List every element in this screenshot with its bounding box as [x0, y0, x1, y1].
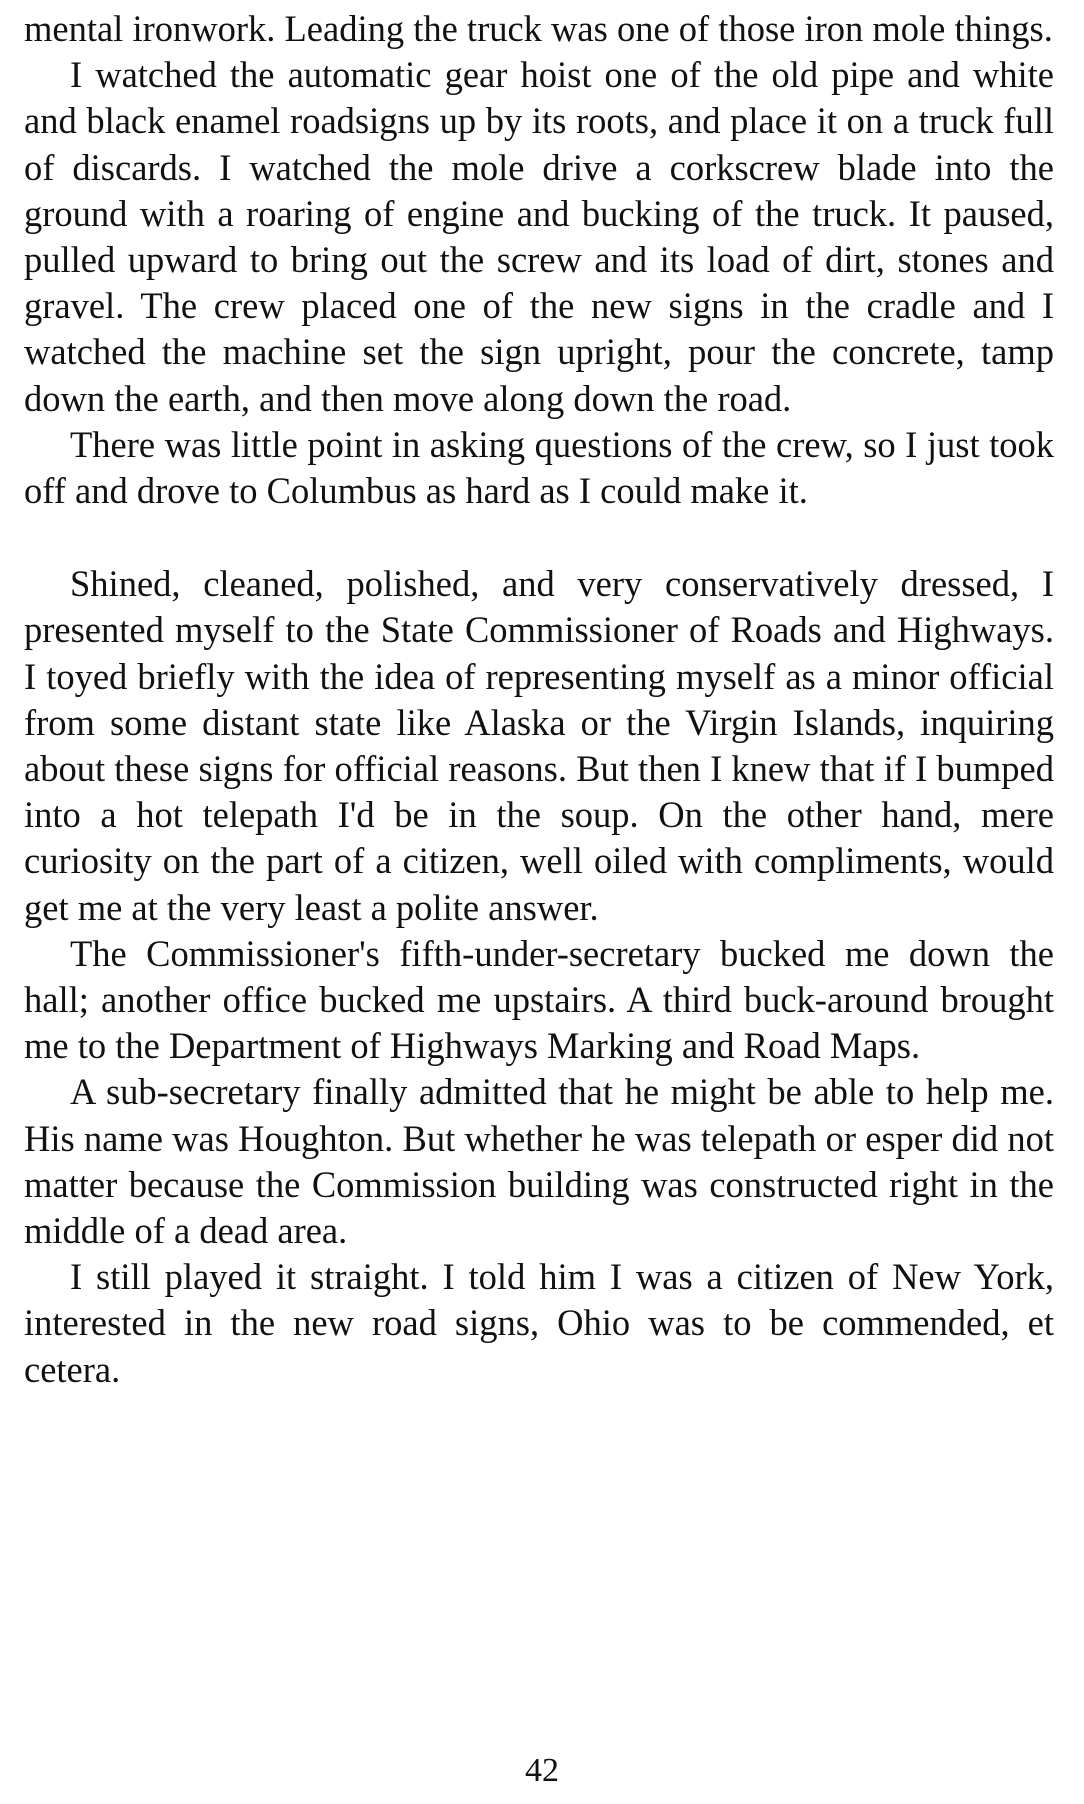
- section-break: [24, 514, 1054, 561]
- page-number: 42: [525, 1752, 559, 1789]
- paragraph: I still played it straight. I told him I was a citizen of New York, interested in the new road signs, Ohio was to be commended, et cetera.: [24, 1256, 1054, 1390]
- paragraph: The Commissioner's fifth-under-secretary bucked me down the hall; another office bucked me upstairs. A third buck-around brought me to the Department of Highways Marking and Road Maps.: [24, 932, 1054, 1067]
- book-page: [24, 6, 1054, 1393]
- paragraph: A sub-secretary finally admitted that he might be able to help me. His name was Houghton. But whether he was telepath or esper did not matter because the Commission building was constructed right in the middle of a dead area.: [24, 1071, 1054, 1252]
- paragraph: Shined, cleaned, polished, and very conservatively dressed, I presented myself to the State Commissioner of Roads and Highways. I toyed briefly with the idea of representing myself as a minor official from some distant state like Alaska or the Virgin Islands, inquiring about these signs for official reasons. But then I knew that if I bumped into a hot telepath I'd be in the soup. On the other hand, mere curiosity on the part of a citizen, well oiled with compliments, would get me at the very least a polite answer.: [24, 563, 1054, 928]
- paragraph: I watched the automatic gear hoist one of the old pipe and white and black enamel roadsigns up by its roots, and place it on a truck full of discards. I watched the mole drive a corkscrew blade into the ground with a roaring of engine and bucking of the truck. It paused, pulled upward to bring out the screw and its load of dirt, stones and gravel. The crew placed one of the new signs in the cradle and I watched the machine set the sign upright, pour the concrete, tamp down the earth, and then move along down the road.: [24, 54, 1054, 419]
- paragraph: There was little point in asking questions of the crew, so I just took off and drove to Columbus as hard as I could make it.: [24, 423, 1054, 512]
- paragraph-continuation: mental ironwork. Leading the truck was one of those iron mole things.: [24, 8, 1053, 49]
